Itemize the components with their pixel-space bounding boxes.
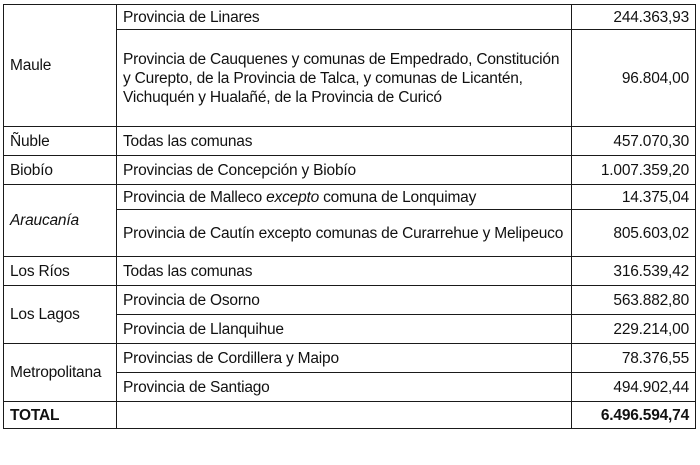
area-text-post: comuna de Lonquimay: [319, 188, 477, 206]
value-cell: 1.007.359,20: [572, 156, 696, 185]
value-cell: 96.804,00: [572, 30, 696, 127]
value-cell: 805.603,02: [572, 210, 696, 257]
region-cell: Metropolitana: [4, 344, 117, 402]
budget-table: [3, 4, 696, 429]
table-row: [4, 286, 696, 315]
area-cell: Provincia de Cauquenes y comunas de Empedrado, Constitución y Curepto, de la Provincia de Talca, y comunas de Licantén, Vichuquén y Hualañé, de la Provincia de Curicó: [117, 30, 572, 127]
value-cell: 14.375,04: [572, 185, 696, 210]
area-cell: Provincia de Cautín excepto comunas de Curarrehue y Melipeuco: [117, 210, 572, 257]
value-cell: 78.376,55: [572, 344, 696, 373]
table-row: [4, 5, 696, 30]
area-cell: Provincias de Cordillera y Maipo: [117, 344, 572, 373]
value-cell: 457.070,30: [572, 127, 696, 156]
region-cell: Biobío: [4, 156, 117, 185]
area-cell: Provincias de Concepción y Biobío: [117, 156, 572, 185]
value-cell: 229.214,00: [572, 315, 696, 344]
table-row: [4, 257, 696, 286]
area-cell: Provincia de Osorno: [117, 286, 572, 315]
area-text-pre: Provincia de Malleco: [123, 188, 267, 206]
region-cell: Ñuble: [4, 127, 117, 156]
total-empty-cell: [117, 402, 572, 429]
value-cell: 494.902,44: [572, 373, 696, 402]
value-cell: 244.363,93: [572, 5, 696, 30]
table-row: [4, 156, 696, 185]
total-label: TOTAL: [4, 402, 117, 429]
area-cell: Provincia de Santiago: [117, 373, 572, 402]
region-cell: Los Lagos: [4, 286, 117, 344]
value-cell: 316.539,42: [572, 257, 696, 286]
table-row: [4, 344, 696, 373]
value-cell: 563.882,80: [572, 286, 696, 315]
area-cell: Provincia de Linares: [117, 5, 572, 30]
area-cell: Todas las comunas: [117, 257, 572, 286]
table-row: [4, 185, 696, 210]
area-text-emphasis: excepto: [266, 188, 320, 206]
total-value: 6.496.594,74: [572, 402, 696, 429]
region-cell: Los Ríos: [4, 257, 117, 286]
area-cell: [117, 185, 572, 210]
area-cell: Provincia de Llanquihue: [117, 315, 572, 344]
total-row: [4, 402, 696, 429]
area-cell: Todas las comunas: [117, 127, 572, 156]
region-cell: Maule: [4, 5, 117, 127]
region-label: Araucanía: [10, 212, 79, 229]
region-cell: [4, 185, 117, 257]
table-row: [4, 127, 696, 156]
